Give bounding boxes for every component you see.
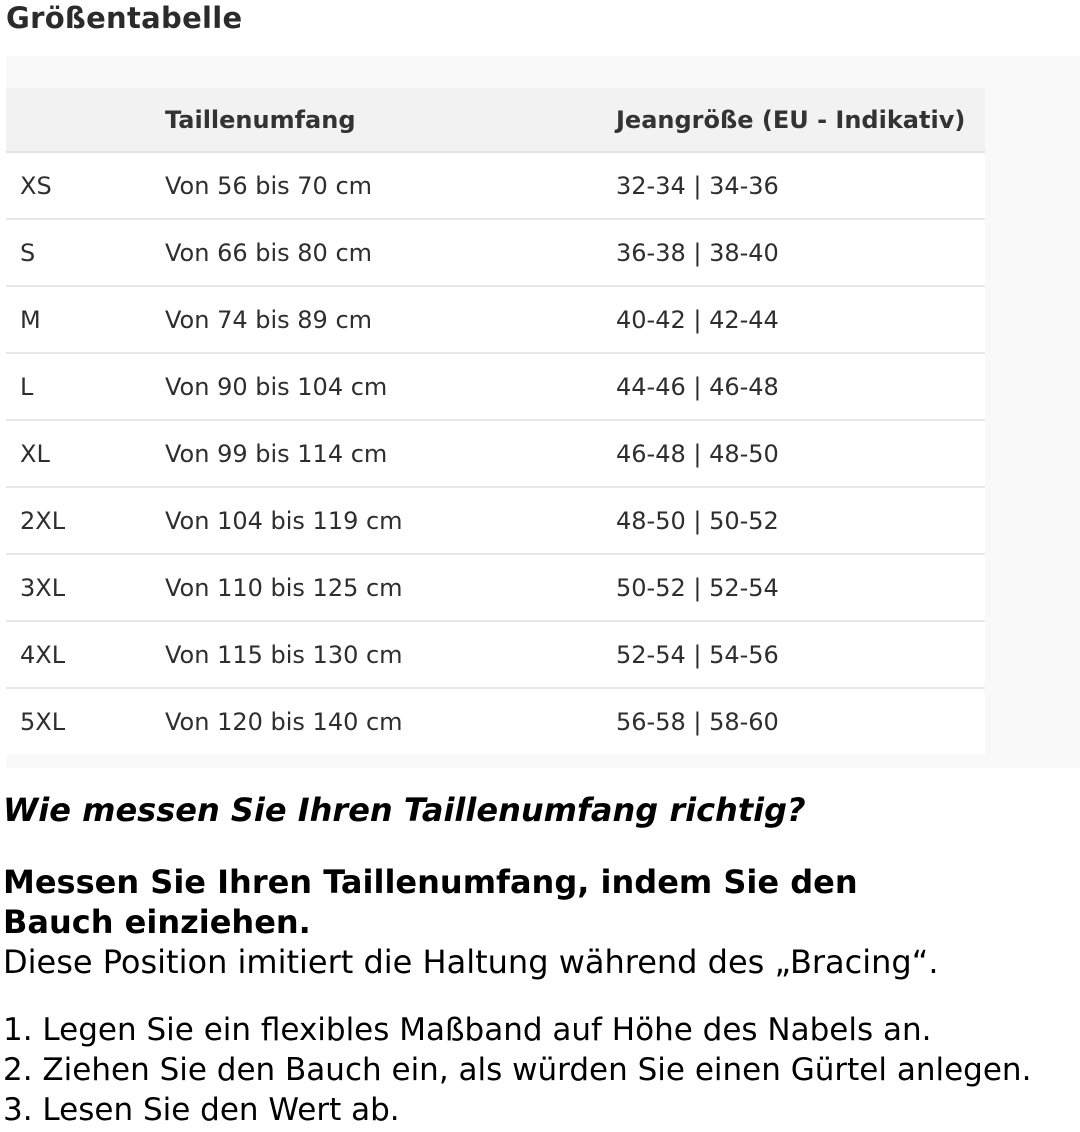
waist-cell: Von 90 bis 104 cm <box>165 372 388 401</box>
table-row <box>6 420 985 487</box>
waist-cell: Von 56 bis 70 cm <box>165 171 373 200</box>
instruction-bold-line: Bauch einziehen. <box>3 903 311 941</box>
header-row <box>6 88 985 152</box>
instruction-bold-line: Messen Sie Ihren Taillenumfang, indem Sie den <box>3 863 858 901</box>
size-table <box>6 88 985 755</box>
size-cell: 3XL <box>20 573 66 602</box>
table-row <box>6 688 985 755</box>
table-row <box>6 487 985 554</box>
table-row <box>6 152 985 219</box>
jeans-size-cell: 46-48 | 48-50 <box>616 439 779 468</box>
jeans-size-cell: 56-58 | 58-60 <box>616 708 779 736</box>
jeans-size-cell: 36-38 | 38-40 <box>616 238 779 267</box>
jeans-size-cell: 48-50 | 50-52 <box>616 506 779 535</box>
jeans-size-cell: 40-42 | 42-44 <box>616 305 779 334</box>
measuring-heading: Wie messen Sie Ihren Taillenumfang richtig? <box>3 791 806 829</box>
jeans-size-cell: 32-34 | 34-36 <box>616 171 779 200</box>
size-cell: S <box>20 238 36 267</box>
step-item: 1. Legen Sie ein flexibles Maßband auf Höhe des Nabels an. <box>3 1012 932 1048</box>
size-cell: XS <box>20 171 52 200</box>
table-row <box>6 554 985 621</box>
jeans-size-cell: 52-54 | 54-56 <box>616 640 779 669</box>
waist-cell: Von 120 bis 140 cm <box>165 708 403 736</box>
size-cell: M <box>20 305 41 334</box>
page-title: Größentabelle <box>6 1 243 35</box>
table-row <box>6 286 985 353</box>
table-header <box>6 88 985 152</box>
waist-cell: Von 99 bis 114 cm <box>165 439 388 468</box>
size-cell: 2XL <box>20 506 66 535</box>
waist-cell: Von 74 bis 89 cm <box>165 305 373 334</box>
waist-cell: Von 104 bis 119 cm <box>165 506 403 535</box>
table-row <box>6 219 985 286</box>
step-item: 3. Lesen Sie den Wert ab. <box>3 1092 400 1128</box>
size-cell: L <box>20 372 34 401</box>
waist-cell: Von 115 bis 130 cm <box>165 640 403 669</box>
measuring-instructions <box>3 862 1080 1130</box>
header-size <box>6 88 165 152</box>
size-cell: 5XL <box>20 708 66 736</box>
header-waist: Taillenumfang <box>165 88 616 152</box>
table-row <box>6 353 985 420</box>
step-item: 2. Ziehen Sie den Bauch ein, als würden Sie einen Gürtel anlegen. <box>3 1052 1032 1088</box>
size-cell: XL <box>20 439 50 468</box>
jeans-size-cell: 44-46 | 46-48 <box>616 372 779 401</box>
spacer <box>3 982 1080 1010</box>
jeans-size-cell: 50-52 | 52-54 <box>616 573 779 602</box>
table-body <box>6 152 985 755</box>
table-row <box>6 621 985 688</box>
waist-cell: Von 110 bis 125 cm <box>165 573 403 602</box>
header-jeans-size: Jeangröße (EU - Indikativ) <box>616 88 985 152</box>
size-cell: 4XL <box>20 640 66 669</box>
bracing-note: Diese Position imitiert die Haltung während des „Bracing“. <box>3 943 939 981</box>
waist-cell: Von 66 bis 80 cm <box>165 238 373 267</box>
